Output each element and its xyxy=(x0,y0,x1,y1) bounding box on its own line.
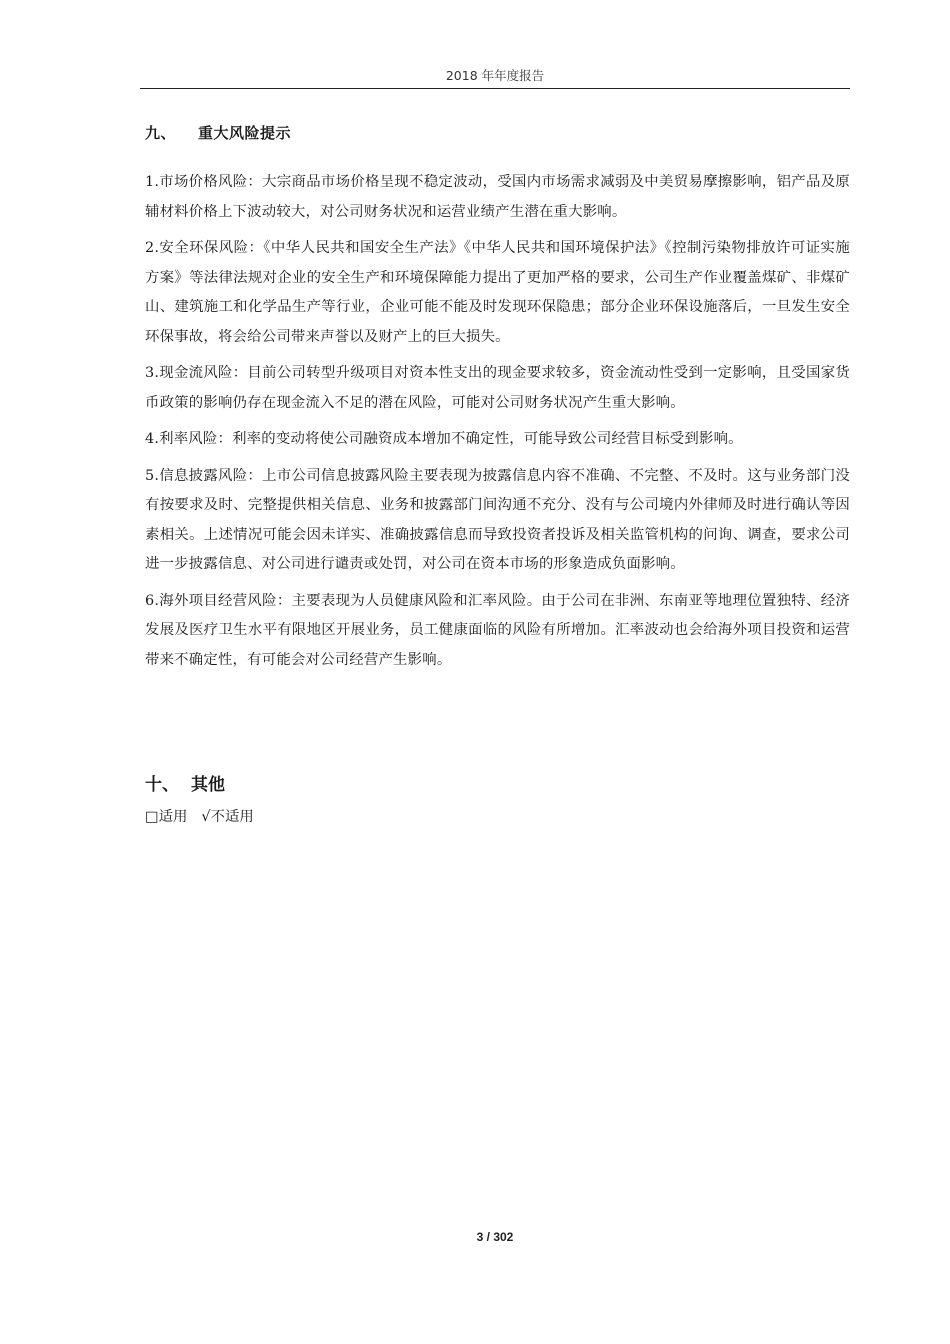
risk-paragraph-interest-rate: 4.利率风险：利率的变动将使公司融资成本增加不确定性，可能导致公司经营目标受到影响。 xyxy=(145,431,743,447)
risk-paragraph-safety-environment: 2.安全环保风险：《中华人民共和国安全生产法》《中华人民共和国环境保护法》《控制污染物排放许可证实施方案》等法律法规对企业的安全生产和环境保障能力提出了更加严格的要求，公司生产作业覆盖煤矿、非煤矿山、建筑施工和化学品生产等行业，企业可能不能及时发现环保隐患；部分企业环保设施落后，一旦发生安全环保事故，将会给公司带来声誉以及财产上的巨大损失。 xyxy=(145,240,850,345)
risk-paragraph-disclosure: 5.信息披露风险：上市公司信息披露风险主要表现为披露信息内容不准确、不完整、不及时。这与业务部门没有按要求及时、完整提供相关信息、业务和披露部门间沟通不充分、没有与公司境内外律师及时进行确认等因素相关。上述情况可能会因未详实、准确披露信息而导致投资者投诉及相关监管机构的问询、调查，要求公司进一步披露信息、对公司进行谴责或处罚，对公司在资本市场的形象造成负面影响。 xyxy=(145,467,850,572)
risk-paragraph-market-price: 1.市场价格风险：大宗商品市场价格呈现不稳定波动，受国内市场需求减弱及中美贸易摩擦影响，铝产品及原辅材料价格上下波动较大，对公司财务状况和运营业绩产生潜在重大影响。 xyxy=(145,174,850,220)
header-divider xyxy=(140,88,850,89)
option-applicable: □适用 xyxy=(145,809,188,825)
section-ten-title: 其他 xyxy=(191,775,225,795)
section-nine-number: 九、 xyxy=(145,124,177,142)
risk-paragraph-overseas: 6.海外项目经营风险：主要表现为人员健康风险和汇率风险。由于公司在非洲、东南亚等地理位置独特、经济发展及医疗卫生水平有限地区开展业务，员工健康面临的风险有所增加。汇率波动也会给海外项目投资和运营带来不确定性，有可能会对公司经营产生影响。 xyxy=(145,592,850,668)
page-number: 3 / 302 xyxy=(476,1230,514,1244)
risk-list xyxy=(145,168,850,682)
section-ten-heading xyxy=(145,770,225,795)
option-not-applicable: √不适用 xyxy=(201,809,254,825)
section-nine-heading xyxy=(145,122,291,143)
page-header: 2018 年年度报告 xyxy=(445,68,545,83)
section-ten-number: 十、 xyxy=(145,775,179,795)
risk-paragraph-cash-flow: 3.现金流风险：目前公司转型升级项目对资本性支出的现金要求较多，资金流动性受到一定影响，且受国家货币政策的影响仍存在现金流入不足的潜在风险，可能对公司财务状况产生重大影响。 xyxy=(145,365,850,411)
applicability-options xyxy=(145,806,268,828)
section-nine-title: 重大风险提示 xyxy=(198,124,292,142)
